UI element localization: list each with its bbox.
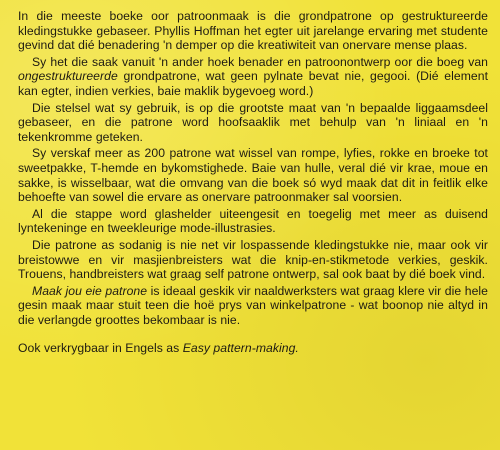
paragraph-steps-text: Al die stappe word glashelder uiteengesit en toegelig met meer as duisend lyntekeninge en tweekleurige mode-illustrasies. <box>18 206 488 236</box>
paragraph-intro <box>18 9 488 53</box>
paragraph-ideal <box>18 284 488 328</box>
paragraph-ideal-text: is ideaal geskik vir naaldwerksters wat graag klere vir die hele gesin maak maar stuit teen die hoë prys van winkelpatrone - wat boonop nie altyd in die verlangde groottes bekombaar is nie. <box>18 283 488 327</box>
paragraph-suitability <box>18 238 488 282</box>
paragraph-suitability-text: Die patrone as sodanig is nie net vir lospassende kledingstukke nie, maar ook vir breistowwe en vir masjienbreisters wat die knip-en-stikmetode verkies, geskik. Trouens, handbreisters wat graag self patrone ontwerp, sal ook baat by dié boek vind. <box>18 237 488 282</box>
paragraph-system-text: Die stelsel wat sy gebruik, is op die grootste maat van 'n bepaalde liggaamsdeel gebaseer, en die patrone word hoofsaaklik met behulp van 'n liniaal en 'n tekenkromme geteken. <box>18 100 488 144</box>
paragraph-steps <box>18 207 488 236</box>
paragraph-approach <box>18 55 488 99</box>
paragraph-english-edition <box>18 341 488 356</box>
paragraph-approach-text-2: grondpatrone, wat geen pylnate bevat nie, gegooi. (Dié element kan egter, indien verkies, baie maklik bygevoeg word.) <box>18 69 488 98</box>
paragraph-approach-emphasis: ongestruktureerde <box>18 69 118 84</box>
book-title-emphasis: Maak jou eie patrone <box>32 283 148 298</box>
paragraph-system <box>18 101 488 145</box>
blurb-text <box>18 9 488 358</box>
english-edition-title: Easy pattern-making. <box>182 341 299 356</box>
english-edition-text: Ook verkrygbaar in Engels as <box>18 341 183 356</box>
paragraph-patterns-text: Sy verskaf meer as 200 patrone wat wissel van rompe, lyfies, rokke en broeke tot sweetpakke, T-hemde en bykomstighede. Baie van hulle, veral dié vir krae, moue en sakke, is wisselbaar, wat die omvang van die boek só wyd maak dat dit in feitlik elke behoefte van sowel die ervare as onervare patroonmaker sal voorsien. <box>18 146 488 205</box>
paragraph-patterns <box>18 146 488 204</box>
paragraph-intro-text: In die meeste boeke oor patroonmaak is die grondpatrone op gestruktureerde kledingstukke gebaseer. Phyllis Hoffman het egter uit jarelange ervaring met studente gevind dat dié benadering 'n demper op die kreatiwiteit van onervare mense plaas. <box>18 9 488 53</box>
paragraph-approach-text-1: Sy het die saak vanuit 'n ander hoek benader en patroonontwerp oor die boeg van <box>32 54 488 69</box>
